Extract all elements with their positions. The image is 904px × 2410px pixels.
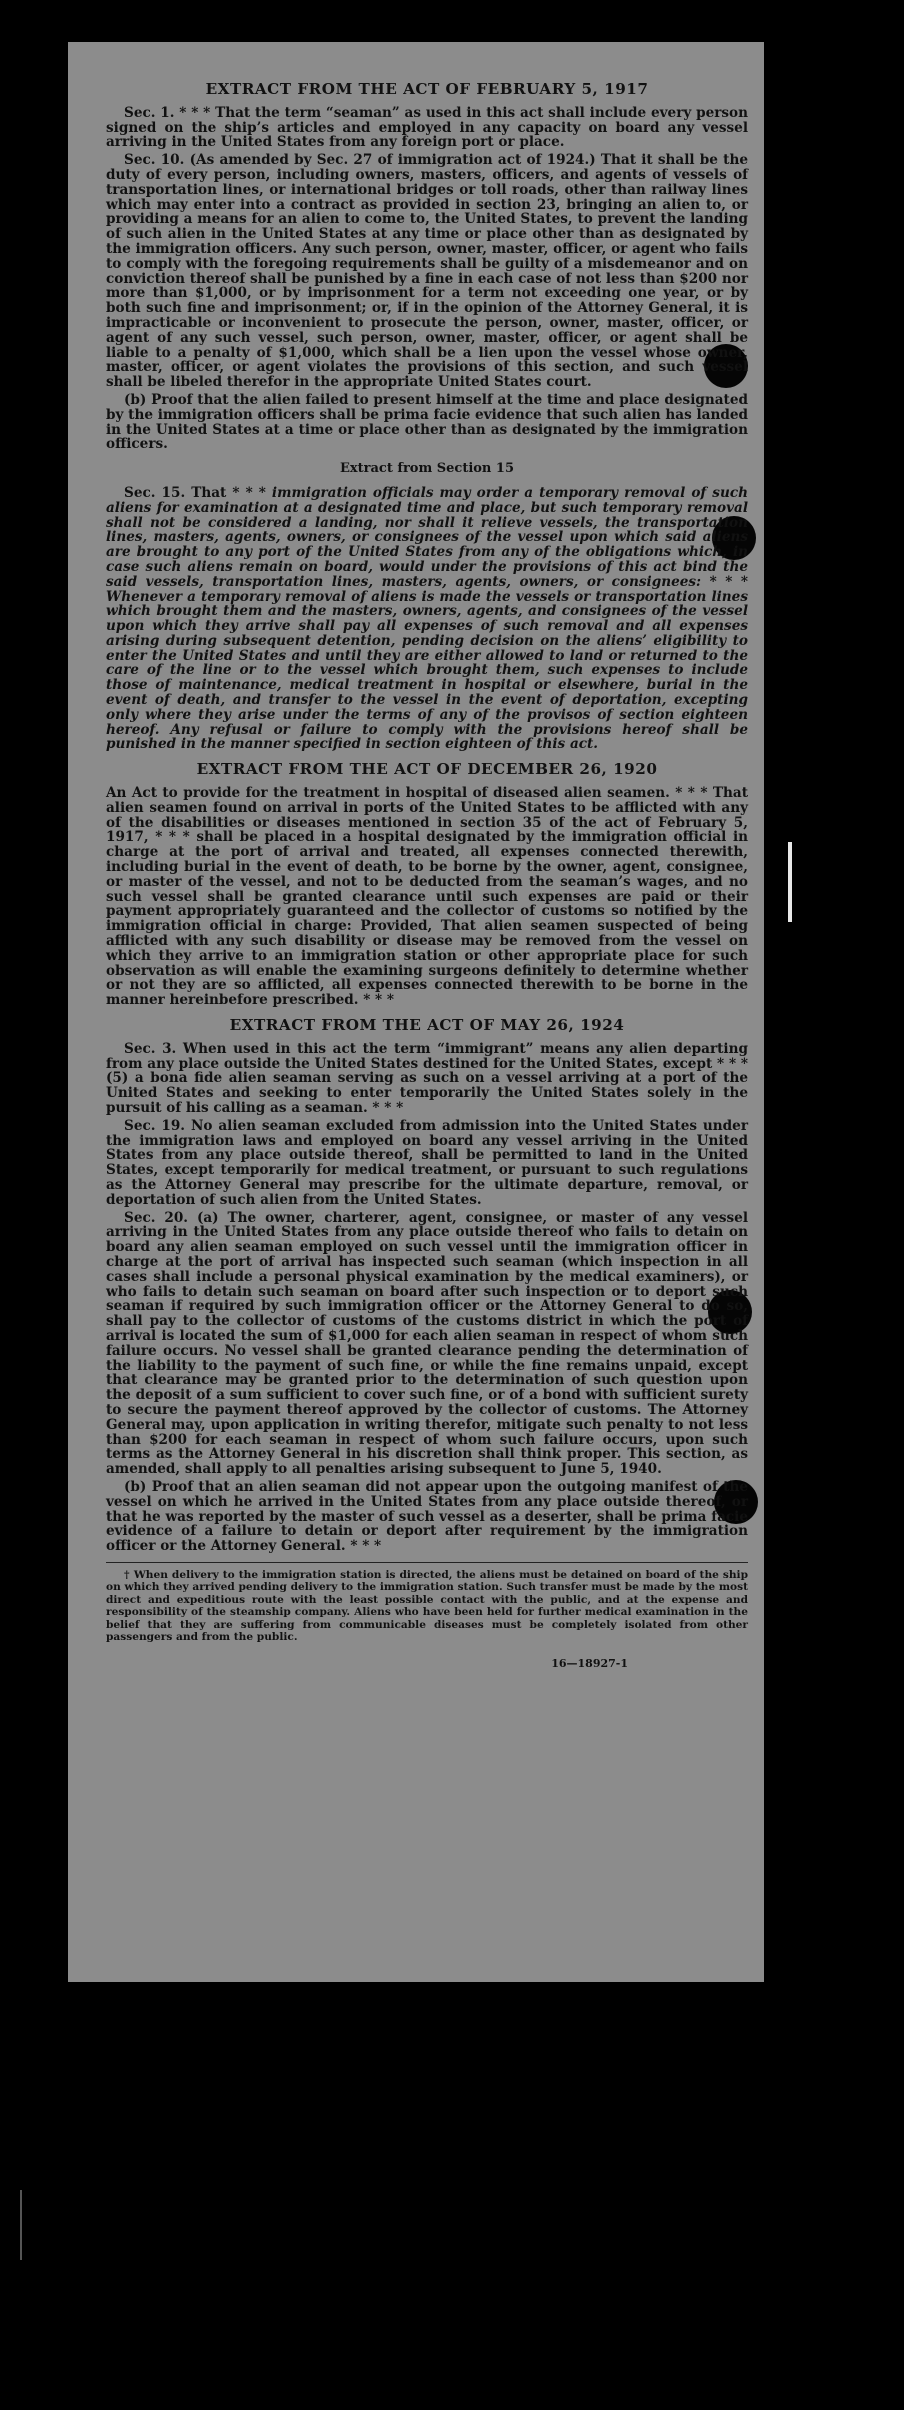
edge-mark: [20, 2190, 22, 2260]
paragraph: Sec. 10. (As amended by Sec. 27 of immigration act of 1924.) That it shall be the duty of every person, including owners, masters, officers, and agents of vessels of transportation lines, or international bridges or toll roads, other than railway lines which may enter into a contract as provided in section 23, bringing an alien to, or providing a means for an alien to come to, the United States, to prevent the landing of such alien in the United States at any time or place other than as designated by the immigration officers. Any such person, owner, master, officer, or agent who fails to comply with the foregoing requirements shall be guilty of a misdemeanor and on conviction thereof shall be punished by a fine in each case of not less than $200 nor more than $1,000, or by imprisonment for a term not exceeding one year, or by both such fine and imprisonment; or, if in the opinion of the Attorney General, it is impracticable or inconvenient to prosecute the person, owner, master, officer, or agent of any such vessel, such person, owner, master, officer, or agent shall be liable to a penalty of $1,000, which shall be a lien upon the vessel whose owner, master, officer, or agent violates the provisions of this section, and such vessel shall be libeled therefor in the appropriate United States court.: [106, 152, 748, 391]
paragraph: An Act to provide for the treatment in hospital of diseased alien seamen. * * * That alien seamen found on arrival in ports of the United States to be afflicted with any of the disabilities or diseases mentioned in section 35 of the act of February 5, 1917, * * * shall be placed in a hospital designated by the immigration official in charge at the port of arrival and treated, all expenses connected therewith, including burial in the event of death, to be borne by the owner, agent, consignee, or master of the vessel, and not to be deducted from the seaman’s wages, and no such vessel shall be granted clearance until such expenses are paid or their payment appropriately guaranteed and the collector of customs so notified by the immigration official in charge: Provided, That alien seamen suspected of being afflicted with any such disability or disease may be removed from the vessel on which they arrive to an immigration station or other appropriate place for such observation as will enable the examining surgeons definitely to determine whether or not they are so afflicted, all expenses connected therewith to be borne in the manner hereinbefore prescribed. * * *: [106, 785, 748, 1009]
form-number: 16—18927-1: [551, 1657, 628, 1671]
section-heading: Extract from Section 15: [339, 461, 515, 477]
paragraph: (b) Proof that the alien failed to present himself at the time and place designated by the immigration officers shall be prima facie evidence that such alien has landed in the United States at a time or place other than as designated by the immigration officers.: [106, 391, 748, 453]
paragraph: Sec. 1. * * * That the term “seaman” as used in this act shall include every person signed on the ship’s articles and employed in any capacity on board any vessel arriving in the United States from any foreign port or place.: [106, 104, 748, 151]
section-heading: EXTRACT FROM THE ACT OF DECEMBER 26, 1920: [196, 760, 658, 779]
paragraph: Sec. 20. (a) The owner, charterer, agent, consignee, or master of any vessel arriving in the United States from any place outside thereof who fails to detain on board any alien seaman employed on such vessel until the immigration officer in charge at the port of arrival has inspected such seaman (which inspection in all cases shall include a personal physical examination by the medical examiners), or who fails to detain such seaman on board after such inspection or to deport such seaman if required by such immigration officer or the Attorney General to do so, shall pay to the collector of customs of the customs district in which the port of arrival is located the sum of $1,000 for each alien seaman in respect of whom such failure occurs. No vessel shall be granted clearance pending the determination of the liability to the payment of such fine, or while the fine remains unpaid, except that clearance may be granted prior to the determination of such question upon the deposit of a sum sufficient to cover such fine, or of a bond with sufficient surety to secure the payment thereof approved by the collector of customs. The Attorney General may, upon application in writing therefor, mitigate such penalty to not less than $200 for each seaman in respect of whom such failure occurs, upon such terms as the Attorney General in his discretion shall think proper. This section, as amended, shall apply to all penalties arising subsequent to June 5, 1940.: [106, 1209, 748, 1478]
section-lead: Sec. 15. That * * *: [124, 484, 272, 501]
edge-mark: [788, 842, 792, 922]
paragraph: [106, 486, 748, 752]
divider: [106, 1562, 748, 1563]
paragraph: Sec. 19. No alien seaman excluded from admission into the United States under the immigration laws and employed on board any vessel arriving in the United States from any place outside thereof, shall be permitted to land in the United States, except temporarily for medical treatment, or pursuant to such regulations as the Attorney General may prescribe for the ultimate departure, removal, or deportation of such alien from the United States.: [106, 1117, 748, 1208]
document-body: [106, 72, 748, 1672]
paragraph: (b) Proof that an alien seaman did not appear upon the outgoing manifest of the vessel on which he arrived in the United States from any place outside thereof, or that he was reported by the master of such vessel as a deserter, shall be prima facie evidence of a failure to detain or deport after requirement by the immigration officer or the Attorney General. * * *: [106, 1478, 748, 1555]
italic-text: immigration officials may order a temporary removal of such aliens for examination at a designated time and place, but such temporary removal shall not be considered a landing, nor shall it relieve vessels, the transportation lines, masters, agents, owners, or consignees of the vessel upon which said aliens are brought to any port of the United States from any of the obligations which, in case such aliens remain on board, would under the provisions of this act bind the said vessels, transportation lines, masters, agents, owners, or consignees: * * * Whenever a temporary removal of aliens is made the vessels or transportation lines which brought them and the masters, owners, agents, and consignees of the vessel upon which they arrive shall pay all expenses of such removal and all expenses arising during subsequent detention, pending decision on the aliens’ eligibility to enter the United States and until they are either allowed to land or returned to the care of the line or to the vessel which brought them, such expenses to include those of maintenance, medical treatment in hospital or elsewhere, burial in the event of death, and transfer to the vessel in the event of deportation, excepting only where they arise under the terms of any of the provisos of section eighteen hereof. Any refusal or failure to comply with the provisions hereof shall be punished in the manner specified in section eighteen of this act.: [106, 484, 748, 753]
paragraph: Sec. 3. When used in this act the term “immigrant” means any alien departing from any place outside the United States destined for the United States, except * * * (5) a bona fide alien seaman serving as such on a vessel arriving at a port of the United States and seeking to enter temporarily the United States solely in the pursuit of his calling as a seaman. * * *: [106, 1040, 748, 1116]
section-heading: EXTRACT FROM THE ACT OF MAY 26, 1924: [229, 1016, 625, 1035]
section-heading: EXTRACT FROM THE ACT OF FEBRUARY 5, 1917: [205, 80, 649, 98]
footnote: † When delivery to the immigration station is directed, the aliens must be detained on board of the ship on which they arrived pending delivery to the immigration station. Such transfer must be made by the most direct and expeditious route with the least possible contact with the public, and at the expense and responsibility of the steamship company. Aliens who have been held for further medical examination in the belief that they are suffering from communicable diseases must be completely isolated from other passengers and from the public.: [106, 1568, 748, 1643]
